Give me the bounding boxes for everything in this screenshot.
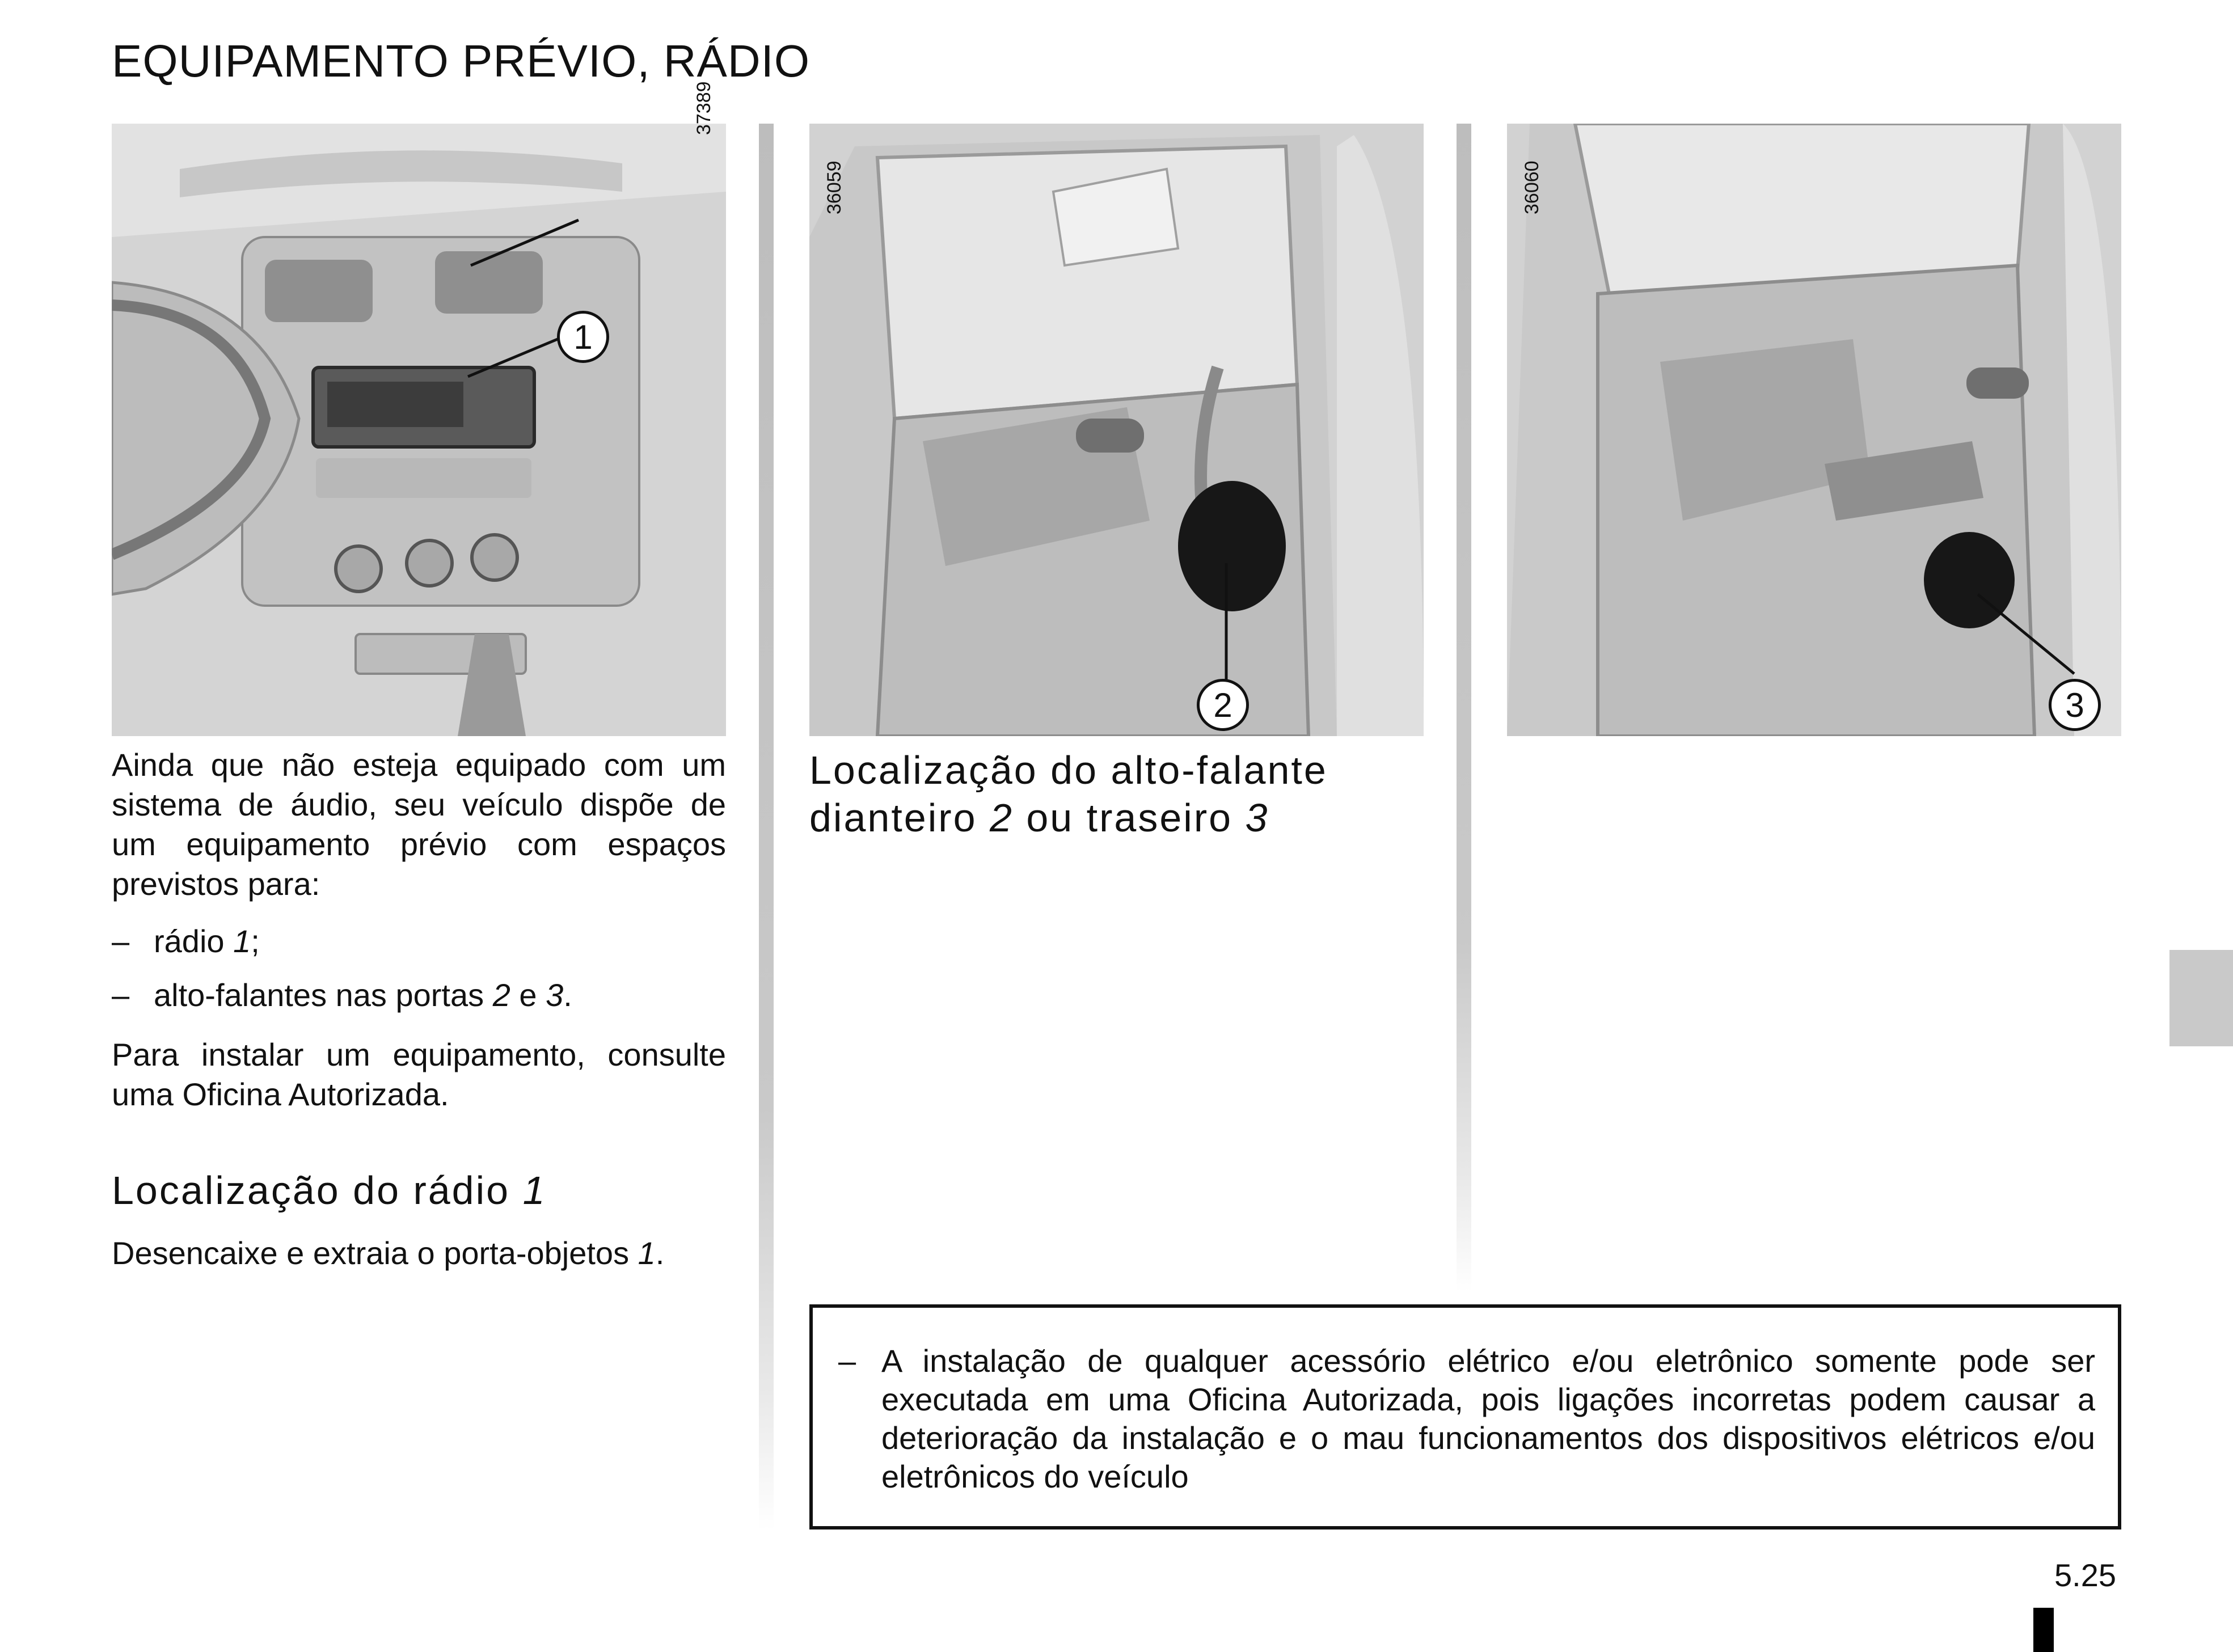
dashboard-illustration [112,124,726,736]
figure-ref-code: 36059 [824,160,845,214]
warning-text: A instalação de qualquer acessório elétrico e/ou eletrônico somente pode ser executada em uma Oficina Autorizada, pois ligações incorretas podem causar a deterioração da instalação e o mau funcionamentos dos dispositivos elétricos e/ou eletrônicos do veículo [881,1343,2095,1494]
list-dash: – [112,977,130,1013]
page-title: EQUIPAMENTO PRÉVIO, RÁDIO [112,36,811,86]
list-item [112,975,726,1015]
warning-box [809,1304,2121,1530]
speaker-heading: Localização do alto-falante dianteiro 2 ou traseiro 3 [809,748,1328,840]
warning-dash: – [838,1343,856,1379]
chapter-tab [2169,950,2233,1046]
callout-1-leader [465,180,624,271]
list-dash: – [112,923,130,959]
column-divider [1457,124,1471,1292]
list-item-text: rádio 1; [154,923,260,959]
list-item [112,922,726,961]
page-number: 5.25 [2054,1557,2116,1593]
intro-text: Ainda que não esteja equipado com um sistema de áudio, seu veículo dispõe de um equipamento prévio com espaços previstos para: [112,747,726,902]
radio-heading: Localização do rádio 1 [112,1168,547,1212]
front-door-illustration [809,124,1424,736]
callout-3: 3 [2049,679,2101,731]
figure-ref-code: 36060 [1521,160,1543,214]
figure-ref-code: 37389 [693,81,715,135]
column-divider [759,124,774,1530]
install-note: Para instalar um equipamento, consulte uma Oficina Autorizada. [112,1037,726,1112]
page-marker [2033,1608,2054,1652]
radio-instruction: Desencaixe e extraia o porta-objetos 1. [112,1235,665,1271]
list-item-text: alto-falantes nas portas 2 e 3. [154,977,572,1013]
callout-2: 2 [1197,679,1249,731]
intro-paragraph [112,745,726,904]
callout-1: 1 [557,311,609,363]
rear-door-illustration [1507,124,2121,736]
